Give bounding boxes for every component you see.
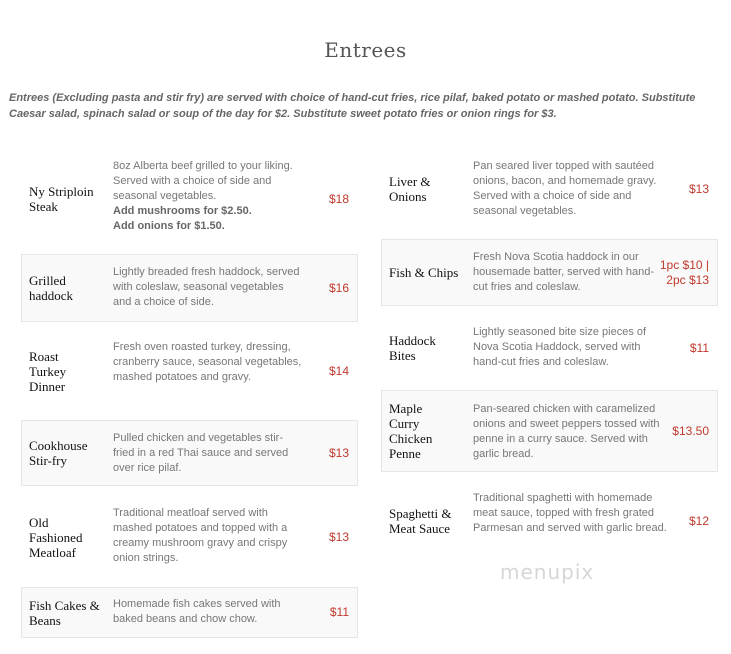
item-name: Cookhouse Stir-fry [29,438,88,468]
menu-item-grilled-haddock [21,254,358,322]
item-name: Fish & Chips [389,265,459,280]
item-description: Homemade fish cakes served with baked beans and chow chow. [113,598,281,625]
item-price: $12 [688,513,709,528]
item-name: Old Fashioned Meatloaf [29,514,83,560]
item-price: 1pc $10 | 2pc $13 [659,257,709,287]
item-name: Ny Striploin Steak [29,184,94,214]
entrees-note: Entrees (Excluding pasta and stir fry) are served with choice of hand-cut fries, rice pilaf, baked potato or mashed potato. Substitute Caesar salad, spinach salad or soup of the day for $2. Substitute sweet potato fries or onion rings for $3. [9,92,696,120]
item-description: Pan seared liver topped with sautéed onions, bacon, and homemade gravy. Served with a choice of side and seasonal vegetables. [473,160,657,217]
item-name: Maple Curry Chicken Penne [389,401,433,461]
item-name: Liver & Onions [389,174,431,204]
menu-item-ny-striploin-steak [21,155,358,243]
item-name: Spaghetti & Meat Sauce [389,506,452,536]
menu-item-cookhouse-stir-fry [21,420,358,486]
item-description: Fresh oven roasted turkey, dressing, cranberry sauce, seasonal vegetables, mashed potatoes and gravy. [113,341,302,383]
item-description: Lightly seasoned bite size pieces of Nova Scotia Haddock, served with hand-cut fries and coleslaw. [473,326,647,368]
item-extra-onions: Add onions for $1.50. [113,220,225,232]
item-price: $13 [328,445,349,460]
menu-item-haddock-bites [381,318,718,378]
menupix-watermark: menupix [500,560,595,584]
item-description-text: 8oz Alberta beef grilled to your liking. Served with a choice of side and seasonal vegetables. [113,160,293,202]
item-price: $16 [328,280,349,295]
item-name: Haddock Bites [389,333,436,363]
item-price: $13 [328,529,349,544]
item-description: Traditional spaghetti with homemade meat sauce, topped with fresh grated Parmesan and served with garlic bread. [473,492,667,534]
page-title: Entrees [324,38,407,62]
menu-item-old-fashioned-meatloaf [21,498,358,576]
menu-item-spaghetti-meat-sauce [381,485,718,557]
item-price: $13 [688,181,709,196]
item-price: $11 [689,340,709,355]
item-name: Fish Cakes & Beans [29,597,100,628]
item-name: Grilled haddock [29,273,74,303]
item-price: $18 [328,191,349,206]
item-extra-mushrooms: Add mushrooms for $2.50. [113,205,252,217]
item-description: Lightly breaded fresh haddock, served with coleslaw, seasonal vegetables and a choice of side. [113,266,300,308]
item-description [113,159,313,234]
menu-item-liver-onions [381,152,718,226]
menu-item-fish-cakes-beans [21,587,358,638]
item-price: $11 [329,605,349,619]
menu-item-maple-curry-chicken-penne [381,390,718,472]
menu-item-fish-chips [381,239,718,306]
item-name: Roast Turkey Dinner [29,348,67,394]
menu-item-roast-turkey-dinner [21,332,358,410]
item-description: Pan-seared chicken with caramelized onions and sweet peppers tossed with penne in a curry sauce. Served with garlic bread. [473,403,660,460]
item-description: Fresh Nova Scotia haddock in our housemade batter, served with hand-cut fries and coleslaw. [473,251,655,293]
item-price: $13.50 [672,423,709,438]
item-price: $14 [328,363,349,378]
item-description: Pulled chicken and vegetables stir-fried in a red Thai sauce and served over rice pilaf. [113,432,289,474]
item-description: Traditional meatloaf served with mashed potatoes and topped with a creamy mushroom gravy and crispy onion strings. [113,507,288,564]
